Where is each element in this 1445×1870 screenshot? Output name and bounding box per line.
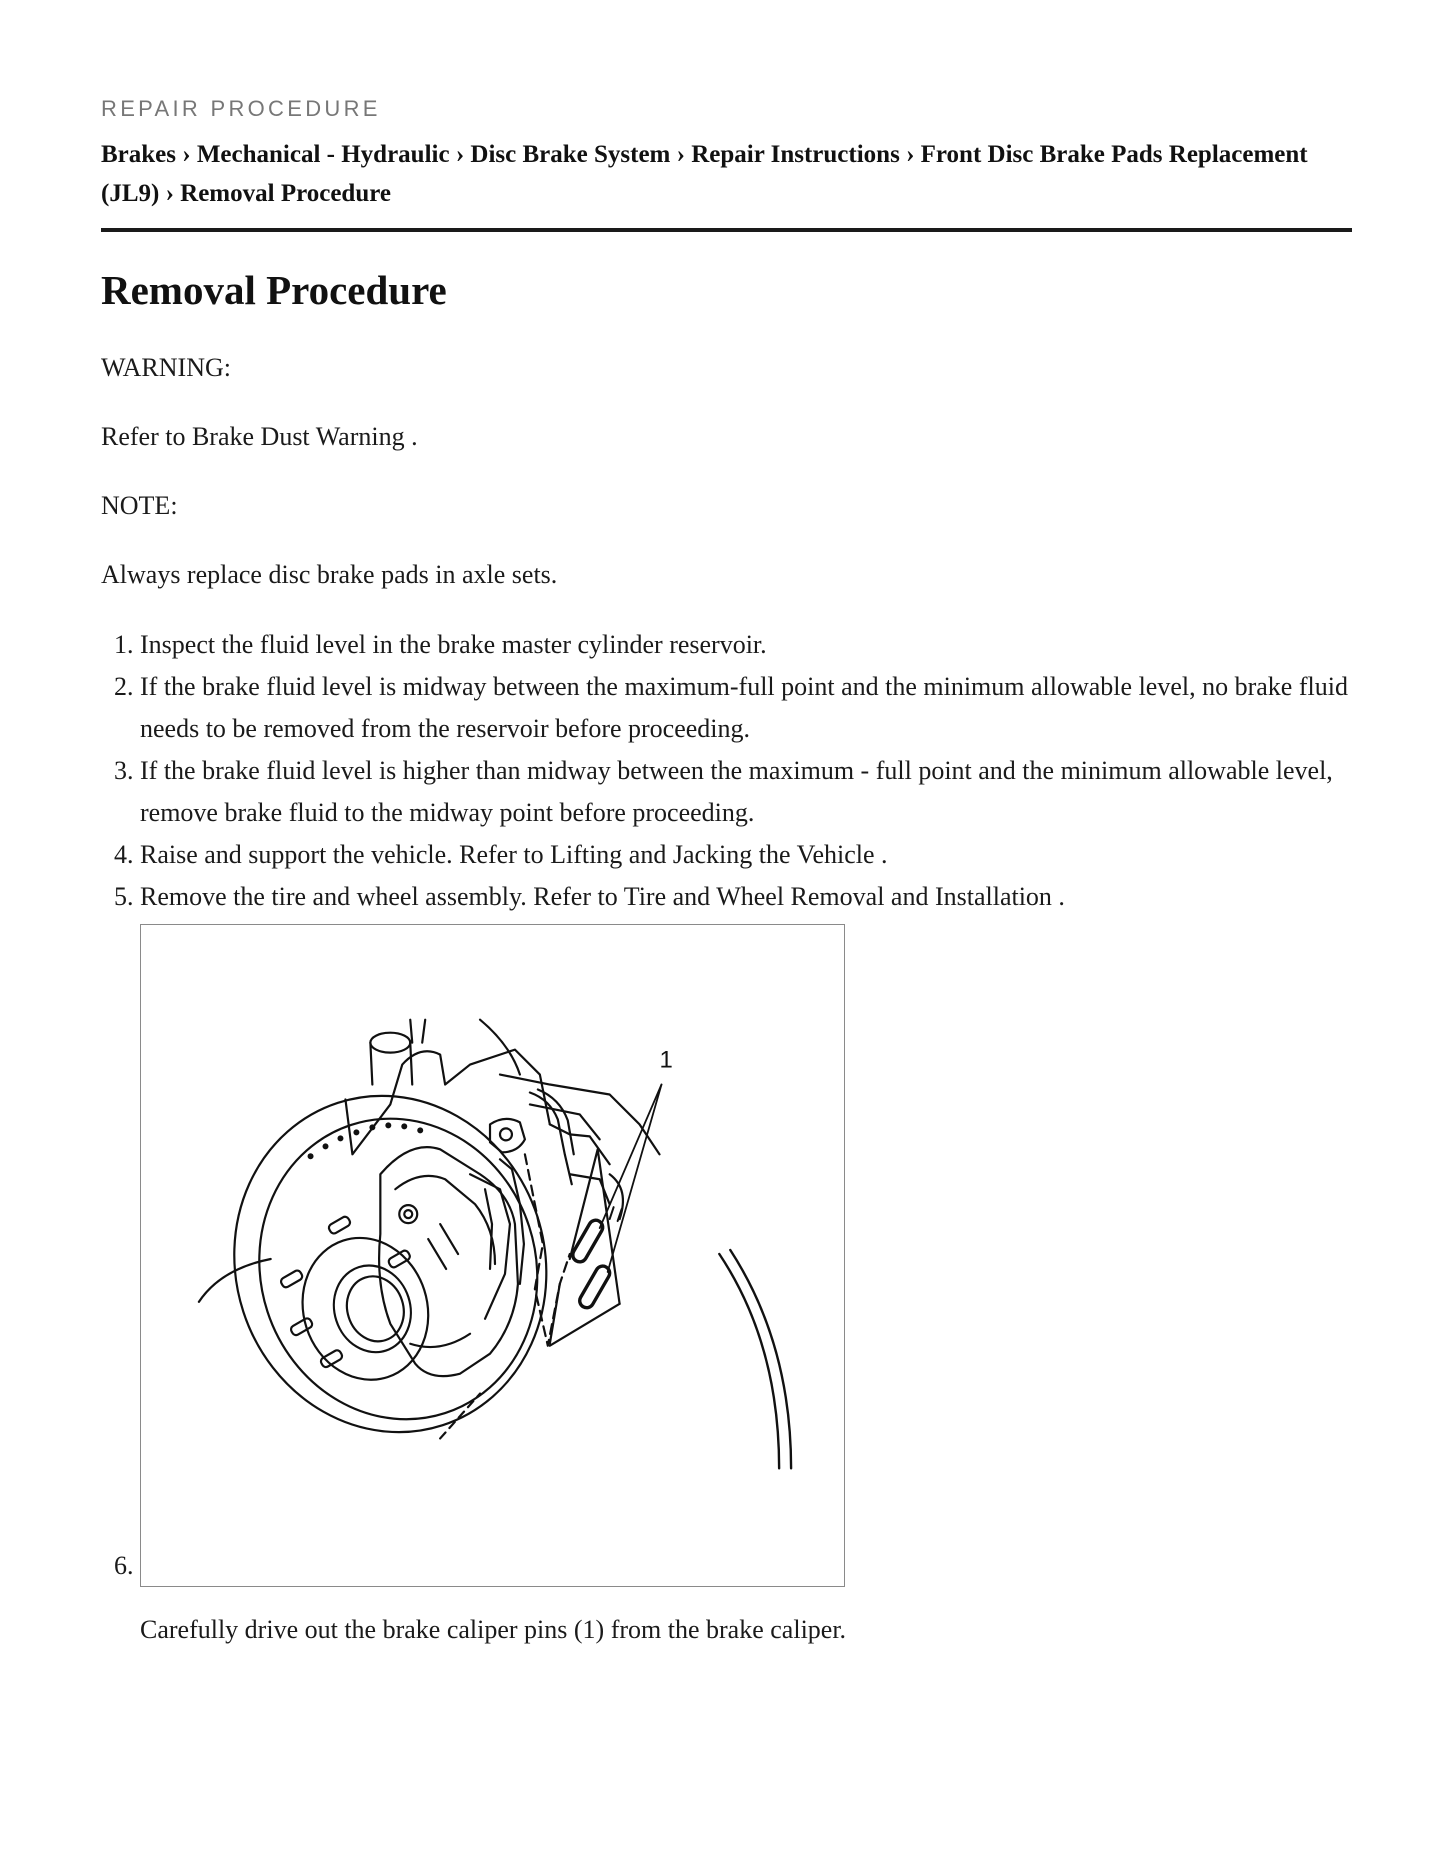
breadcrumb-item-brakes[interactable]: Brakes: [101, 141, 176, 168]
breadcrumb-item-disc-brake-system[interactable]: Disc Brake System: [470, 141, 671, 168]
breadcrumb-item-front-disc-brake-pads[interactable]: Front Disc Brake Pads Replacement (JL9): [101, 141, 1308, 207]
step-item: 2. If the brake fluid level is midway between the maximum-full point and the minimum allowable level, no brake fluid needs to be removed from the reservoir before proceeding.: [140, 666, 1391, 750]
procedure-steps: [101, 624, 1391, 1651]
brake-caliper-illustration: [140, 924, 845, 1587]
breadcrumb-item-mechanical-hydraulic[interactable]: Mechanical - Hydraulic: [196, 141, 450, 168]
note-text: Always replace disc brake pads in axle sets.: [101, 560, 558, 589]
step-item-figure: [140, 918, 1391, 1651]
figure-caption: Carefully drive out the brake caliper pins (1) from the brake caliper.: [140, 1615, 847, 1644]
caliper-drawing: [141, 925, 844, 1586]
section-kicker: REPAIR PROCEDURE: [101, 96, 381, 121]
callout-label: 6. 1: [659, 1046, 673, 1074]
note-label: NOTE:: [101, 491, 178, 520]
header-divider: [101, 228, 1352, 232]
breadcrumb-separator: ›: [676, 141, 685, 168]
step-item: 4. Raise and support the vehicle. Refer to Lifting and Jacking the Vehicle .: [140, 834, 1391, 876]
warning-label: WARNING:: [101, 353, 231, 382]
page-title: Removal Procedure: [101, 267, 447, 313]
breadcrumb: [101, 135, 1352, 213]
step-item: 1. Inspect the fluid level in the brake master cylinder reservoir.: [140, 624, 1391, 666]
breadcrumb-separator: ›: [182, 141, 191, 168]
breadcrumb-separator: ›: [906, 141, 915, 168]
warning-text: Refer to Brake Dust Warning .: [101, 422, 418, 451]
breadcrumb-item-repair-instructions[interactable]: Repair Instructions: [691, 141, 900, 168]
breadcrumb-item-removal-procedure: Removal Procedure: [180, 180, 391, 207]
breadcrumb-separator: ›: [165, 180, 174, 207]
step-item: 3. If the brake fluid level is higher than midway between the maximum - full point and the minimum allowable level, remove brake fluid to the midway point before proceeding.: [140, 750, 1391, 834]
breadcrumb-separator: ›: [455, 141, 465, 168]
step-item: 5. Remove the tire and wheel assembly. Refer to Tire and Wheel Removal and Installation .: [140, 876, 1391, 918]
